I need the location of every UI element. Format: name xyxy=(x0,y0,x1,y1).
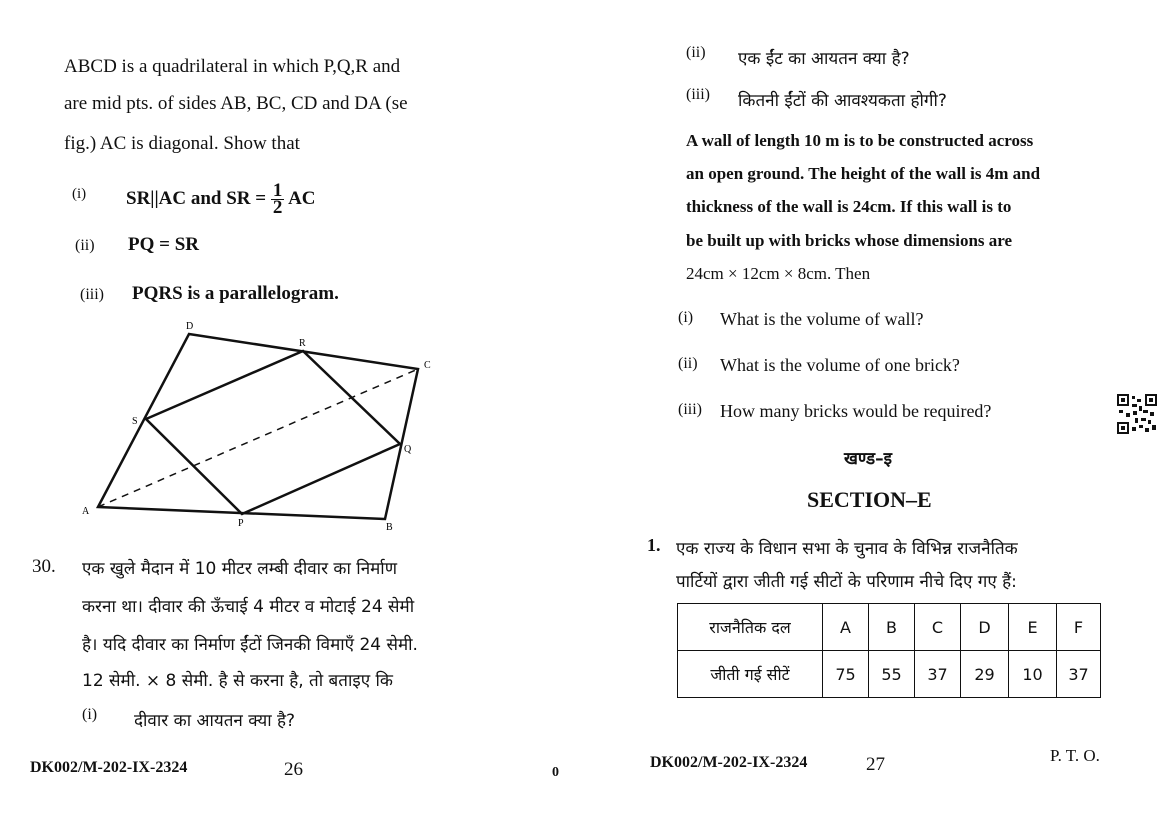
en-line-1: A wall of length 10 m is to be constructed across xyxy=(686,131,1034,150)
label-a: A xyxy=(82,506,90,517)
seats-cell: 37 xyxy=(1057,651,1101,698)
en-line-5: 24cm × 12cm × 8cm. Then xyxy=(686,264,871,283)
q30-i-number: (i) xyxy=(82,706,98,723)
table-row-label: जीती गई सीटें xyxy=(678,651,823,698)
diagonal-ac xyxy=(98,369,418,507)
party-cell: D xyxy=(961,604,1009,651)
label-p: P xyxy=(238,518,244,529)
table-row xyxy=(678,604,1101,651)
en-i-number: (i) xyxy=(678,309,694,326)
q30-line-4: 12 सेमी. × 8 सेमी. है से करना है, तो बताइए कि xyxy=(82,671,393,691)
q30-line-3: है। यदि दीवार का निर्माण ईंटों जिनकी विमाएँ 24 सेमी. xyxy=(82,635,418,655)
problem-line-3: fig.) AC is diagonal. Show that xyxy=(64,133,300,154)
en-iii-text: How many bricks would be required? xyxy=(720,401,992,421)
label-s: S xyxy=(132,416,138,427)
section-heading-hindi: खण्ड–इ xyxy=(844,449,892,469)
table-question-line-2: पार्टियों द्वारा जीती गई सीटों के परिणाम नीचे दिए गए हैं: xyxy=(676,572,1017,592)
hi-iii-text: कितनी ईंटों की आवश्यकता होगी? xyxy=(738,91,947,111)
quadrilateral-abcd xyxy=(98,334,418,519)
en-iii-number: (iii) xyxy=(678,401,702,418)
table-question-line-1: एक राज्य के विधान सभा के चुनाव के विभिन्न राजनैतिक xyxy=(676,539,1018,559)
hi-ii-number: (ii) xyxy=(686,44,706,61)
en-ii-text: What is the volume of one brick? xyxy=(720,355,960,375)
party-cell: B xyxy=(869,604,915,651)
label-c: C xyxy=(424,360,431,371)
hi-iii-number: (iii) xyxy=(686,86,710,103)
part-i-text-b: AC xyxy=(288,187,316,209)
seats-cell: 29 xyxy=(961,651,1009,698)
table-header-label: राजनैतिक दल xyxy=(678,604,823,651)
party-cell: F xyxy=(1057,604,1101,651)
party-cell: C xyxy=(915,604,961,651)
fraction-denominator: 2 xyxy=(272,197,283,218)
en-line-3: thickness of the wall is 24cm. If this wall is to xyxy=(686,197,1012,216)
quadrilateral-figure xyxy=(0,0,600,540)
part-ii-number: (ii) xyxy=(75,237,95,254)
en-ii-number: (ii) xyxy=(678,355,698,372)
election-results-table xyxy=(677,603,1101,698)
part-i-number: (i) xyxy=(72,186,87,202)
en-line-2: an open ground. The height of the wall is 4m and xyxy=(686,164,1041,183)
stray-mark: 0 xyxy=(552,765,559,780)
problem-line-1: ABCD is a quadrilateral in which P,Q,R and xyxy=(64,56,401,77)
left-page-number: 26 xyxy=(284,759,303,780)
party-cell: E xyxy=(1009,604,1057,651)
parallelogram-pqrs xyxy=(146,351,400,514)
en-line-4: be built up with bricks whose dimensions are xyxy=(686,231,1013,250)
right-footer-code: DK002/M-202-IX-2324 xyxy=(650,754,808,771)
label-r: R xyxy=(299,338,306,349)
seats-cell: 75 xyxy=(823,651,869,698)
party-cell: A xyxy=(823,604,869,651)
seats-cell: 10 xyxy=(1009,651,1057,698)
left-footer-code: DK002/M-202-IX-2324 xyxy=(30,759,188,776)
q30-line-1: एक खुले मैदान में 10 मीटर लम्बी दीवार का निर्माण xyxy=(82,559,397,579)
hi-ii-text: एक ईंट का आयतन क्या है? xyxy=(738,49,910,69)
problem-line-2: are mid pts. of sides AB, BC, CD and DA (se xyxy=(64,93,408,114)
q30-line-2: करना था। दीवार की ऊँचाई 4 मीटर व मोटाई 24 सेमी xyxy=(82,597,415,617)
qr-code-icon xyxy=(1117,394,1157,434)
part-iii-statement: PQRS is a parallelogram. xyxy=(132,283,339,304)
question-mark-number: 1. xyxy=(647,535,661,555)
en-i-text: What is the volume of wall? xyxy=(720,309,924,329)
question-30-number: 30. xyxy=(32,556,56,577)
part-i-text-a: SR||AC and SR = xyxy=(126,187,267,209)
part-iii-number: (iii) xyxy=(80,286,104,303)
fraction-numerator: 1 xyxy=(272,180,283,201)
table-row xyxy=(678,651,1101,698)
label-d: D xyxy=(186,321,194,332)
section-heading-english: SECTION–E xyxy=(807,487,932,512)
label-q: Q xyxy=(404,444,412,455)
please-turn-over: P. T. O. xyxy=(1050,746,1100,765)
label-b: B xyxy=(386,522,393,533)
q30-i-text: दीवार का आयतन क्या है? xyxy=(134,711,296,731)
right-page-number: 27 xyxy=(866,754,885,775)
seats-cell: 55 xyxy=(869,651,915,698)
seats-cell: 37 xyxy=(915,651,961,698)
part-ii-statement: PQ = SR xyxy=(128,234,199,255)
